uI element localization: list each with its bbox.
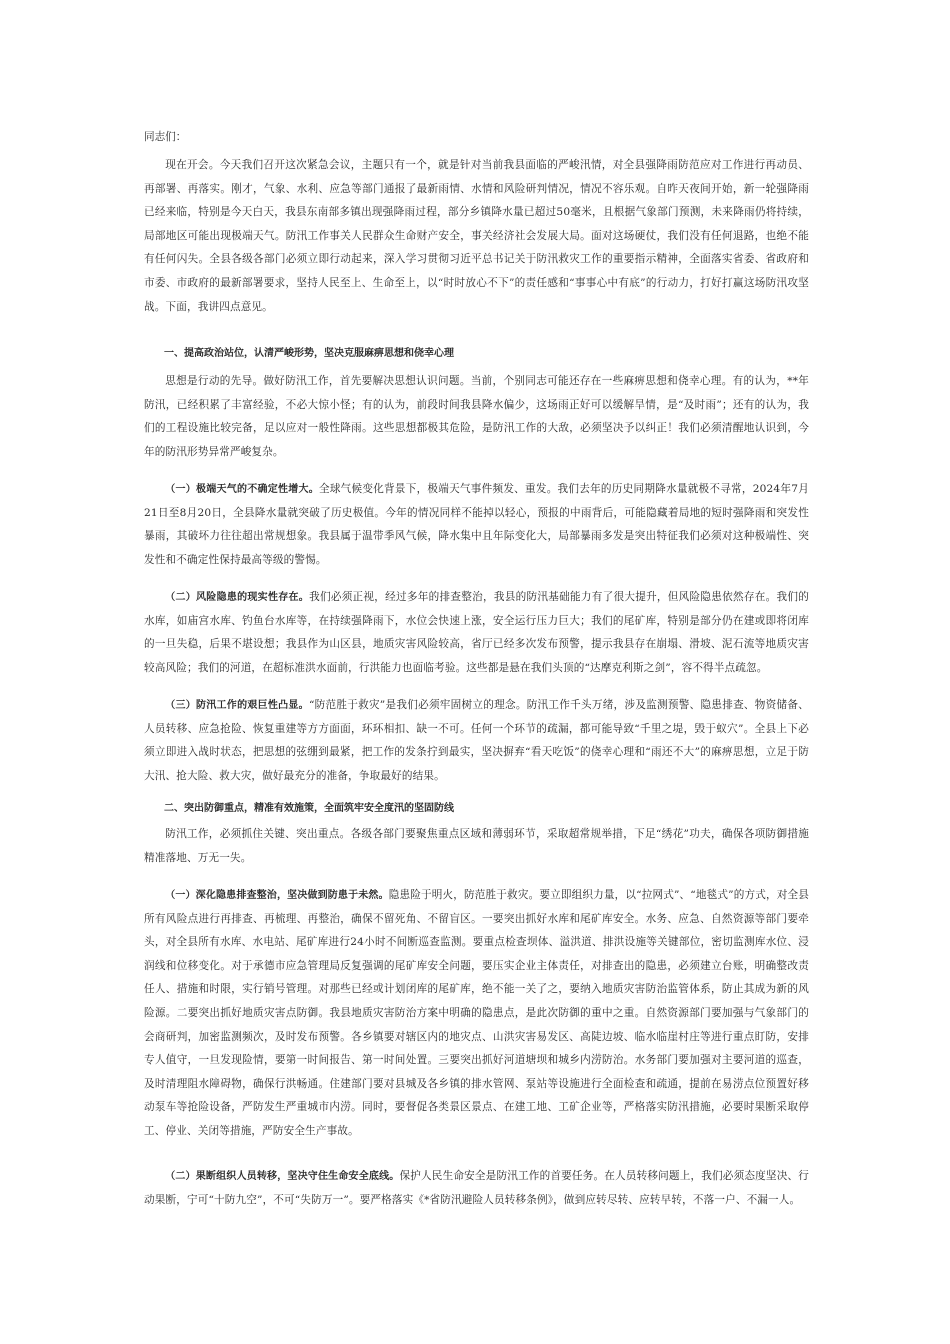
paragraph-body: “防范胜于救灾”是我们必须牢固树立的理念。防汛工作千头万绪，涉及监测预警、隐患排查、物资储备、人员转移、应急抢险、恢复重建等方方面面，环环相扣、缺一不可。任何一个环节的疏漏，都可能导致“千里之堤，毁于蚁穴”。全县上下必须立即进入战时状态，把思想的弦绷到最紧，把工作的发条拧到最实，坚决摒弃“看天吃饭”的侥幸心理和“雨还不大”的麻痹思想，立足于防大汛、抢大险、救大灾，做好最充分的准备，争取最好的结果。 (144, 699, 809, 782)
paragraph-lead: （三）防汛工作的艰巨性凸显。 (165, 700, 309, 711)
paragraph-body: 我们必须正视，经过多年的排查整治，我县的防汛基础能力有了很大提升，但风险隐患依然存在。我们的水库，如庙宫水库、钓鱼台水库等，在持续强降雨下，水位会快速上涨，安全运行压力巨大；我们的尾矿库，特别是部分仍在建或即将闭库的一旦失稳，后果不堪设想；我县作为山区县，地质灾害风险较高，省厅已经多次发布预警，提示我县存在崩塌、滑坡、泥石流等地质灾害较高风险；我们的河道，在超标准洪水面前，行洪能力也面临考验。这些都是悬在我们头顶的“达摩克利斯之剑”，容不得半点疏忽。 (144, 591, 809, 674)
paragraph-mindset: 思想是行动的先导。做好防汛工作，首先要解决思想认识问题。当前，个别同志可能还存在一些麻痹思想和侥幸心理。有的认为，**年防汛，已经积累了丰富经验，不必大惊小怪；有的认为，前段时间我县降水偏少，这场雨正好可以缓解旱情，是“及时雨”；还有的认为，我们的工程设施比较完备，足以应对一般性降雨。这些思想都极其危险，是防汛工作的大敌，必须坚决予以纠正！我们必须清醒地认识到，今年的防汛形势异常严峻复杂。 (144, 375, 809, 458)
paragraph-lead: （二）果断组织人员转移，坚决守住生命安全底线。 (165, 1171, 400, 1182)
paragraph-hazard-inspection (144, 884, 809, 1144)
paragraph-personnel-transfer (144, 1165, 809, 1212)
paragraph-risk-hazards (144, 586, 809, 680)
paragraph-body: 隐患险于明火，防范胜于救灾。要立即组织力量，以“拉网式”、“地毯式”的方式，对全县所有风险点进行再排查、再梳理、再整治，确保不留死角、不留盲区。一要突出抓好水库和尾矿库安全。水务、应急、自然资源等部门要牵头，对全县所有水库、水电站、尾矿库进行24小时不间断巡查监测。要重点检查坝体、溢洪道、排洪设施等关键部位，密切监测库水位、浸润线和位移变化。对于承德市应急管理局反复强调的尾矿库安全问题，要压实企业主体责任，对排查出的隐患，必须建立台账，明确整改责任人、措施和时限，实行销号管理。对那些已经或计划闭库的尾矿库，绝不能一关了之，要纳入地质灾害防治监管体系，防止其成为新的风险源。二要突出抓好地质灾害点防御。我县地质灾害防治方案中明确的隐患点，是此次防御的重中之重。自然资源部门要加强与气象部门的会商研判，加密监测频次，及时发布预警。各乡镇要对辖区内的地灾点、山洪灾害易发区、高陡边坡、临水临崖村庄等进行重点盯防，安排专人值守，一旦发现险情，要第一时间报告、第一时间处置。三要突出抓好河道塘坝和城乡内涝防治。水务部门要加强对主要河道的巡查，及时清理阻水障碍物，确保行洪畅通。住建部门要对县城及各乡镇的排水管网、泵站等设施进行全面检查和疏通，提前在易涝点位预置好移动泵车等抢险设备，严防发生严重城市内涝。同时，要督促各类景区景点、在建工地、工矿企业等，严格落实防汛措施，必要时果断采取停工、停业、关闭等措施，严防安全生产事故。 (144, 889, 809, 1137)
intro-paragraph: 现在开会。今天我们召开这次紧急会议，主题只有一个，就是针对当前我县面临的严峻汛情，对全县强降雨防范应对工作进行再动员、再部署、再落实。刚才，气象、水利、应急等部门通报了最新雨情、水情和风险研判情况，情况不容乐观。自昨天夜间开始，新一轮强降雨已经来临，特别是今天白天，我县东南部多镇出现强降雨过程，部分乡镇降水量已超过50毫米，且根据气象部门预测，未来降雨仍将持续，局部地区可能出现极端天气。防汛工作事关人民群众生命财产安全，事关经济社会发展大局。面对这场硬仗，我们没有任何退路，也绝不能有任何闪失。全县各级各部门必须立即行动起来，深入学习贯彻习近平总书记关于防汛救灾工作的重要指示精神，全面落实省委、省政府和市委、市政府的最新部署要求，坚持人民至上、生命至上，以“时时放心不下”的责任感和“事事心中有底”的行动力，打好打赢这场防汛攻坚战。下面，我讲四点意见。 (144, 159, 809, 313)
paragraph-lead: （一）深化隐患排查整治，坚决做到防患于未然。 (165, 890, 389, 901)
section-heading-2: 二、突出防御重点，精准有效施策，全面筑牢安全度汛的坚固防线 (164, 803, 454, 814)
paragraph-body: 保护人民生命安全是防汛工作的首要任务。在人员转移问题上，我们必须态度坚决、行动果断，宁可“十防九空”，不可“失防万一”。要严格落实《*省防汛避险人员转移条例》，做到应转尽转、应转早转，不落一户、不漏一人。 (144, 1170, 810, 1206)
paragraph-arduous-work (144, 694, 809, 788)
paragraph-extreme-weather (144, 478, 809, 572)
salutation: 同志们： (144, 131, 187, 143)
section-heading-1: 一、提高政治站位，认清严峻形势，坚决克服麻痹思想和侥幸心理 (164, 348, 454, 359)
paragraph-body: 全球气候变化背景下，极端天气事件频发、重发。我们去年的历史同期降水量就极不寻常，2024年7月21日至8月20日，全县降水量就突破了历史极值。今年的情况同样不能掉以轻心，预报的中雨背后，可能隐藏着局地的短时强降雨和突发性暴雨，其破坏力往往超出常规想象。我县属于温带季风气候，降水集中且年际变化大，局部暴雨多发是突出特征我们必须对这种极端性、突发性和不确定性保持最高等级的警惕。 (144, 483, 810, 566)
paragraph-lead: （一）极端天气的不确定性增大。 (165, 484, 319, 495)
paragraph-key-points: 防汛工作，必须抓住关键、突出重点。各级各部门要聚焦重点区域和薄弱环节，采取超常规举措，下足“绣花”功夫，确保各项防御措施精准落地、万无一失。 (144, 828, 809, 864)
paragraph-lead: （二）风险隐患的现实性存在。 (165, 592, 310, 603)
